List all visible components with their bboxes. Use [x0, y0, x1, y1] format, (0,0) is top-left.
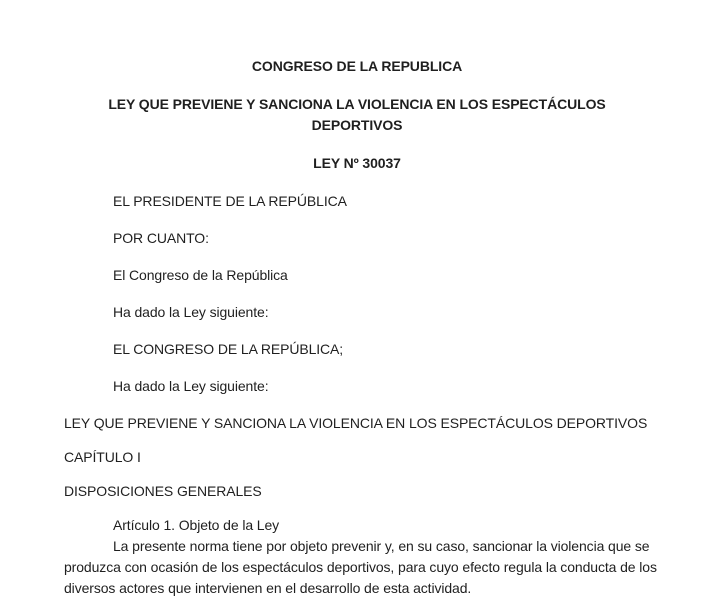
- law-number: LEY Nº 30037: [313, 155, 401, 171]
- preamble-line-ha-dado-1: Ha dado la Ley siguiente:: [113, 304, 269, 320]
- preamble-line-president: EL PRESIDENTE DE LA REPÚBLICA: [113, 193, 347, 209]
- preamble-line-el-congreso: EL CONGRESO DE LA REPÚBLICA;: [113, 341, 344, 357]
- document-header: [64, 56, 650, 174]
- chapter-title: DISPOSICIONES GENERALES: [64, 483, 262, 499]
- article-text-line-3: diversos actores que intervienen en el desarrollo de esta actividad.: [64, 580, 472, 596]
- preamble-line-por-cuanto: POR CUANTO:: [113, 230, 209, 246]
- preamble-section: [64, 191, 650, 397]
- law-title-repeat: LEY QUE PREVIENE Y SANCIONA LA VIOLENCIA EN LOS ESPECTÁCULOS DEPORTIVOS: [64, 415, 648, 431]
- article-heading: Artículo 1. Objeto de la Ley: [113, 517, 280, 533]
- preamble-line-ha-dado-2: Ha dado la Ley siguiente:: [113, 378, 269, 394]
- article-text-line-1: La presente norma tiene por objeto prevenir y, en su caso, sancionar la violencia que se: [113, 538, 650, 554]
- chapter-heading: CAPÍTULO I: [64, 449, 141, 465]
- article-text-line-2: produzca con ocasión de los espectáculos deportivos, para cuyo efecto regula la conducta de los: [64, 559, 657, 575]
- body-section: [64, 413, 657, 599]
- law-title: LEY QUE PREVIENE Y SANCIONA LA VIOLENCIA EN LOS ESPECTÁCULOS DEPORTIVOS: [108, 96, 606, 133]
- preamble-line-congreso: El Congreso de la República: [113, 267, 288, 283]
- institution-title: CONGRESO DE LA REPUBLICA: [251, 58, 463, 74]
